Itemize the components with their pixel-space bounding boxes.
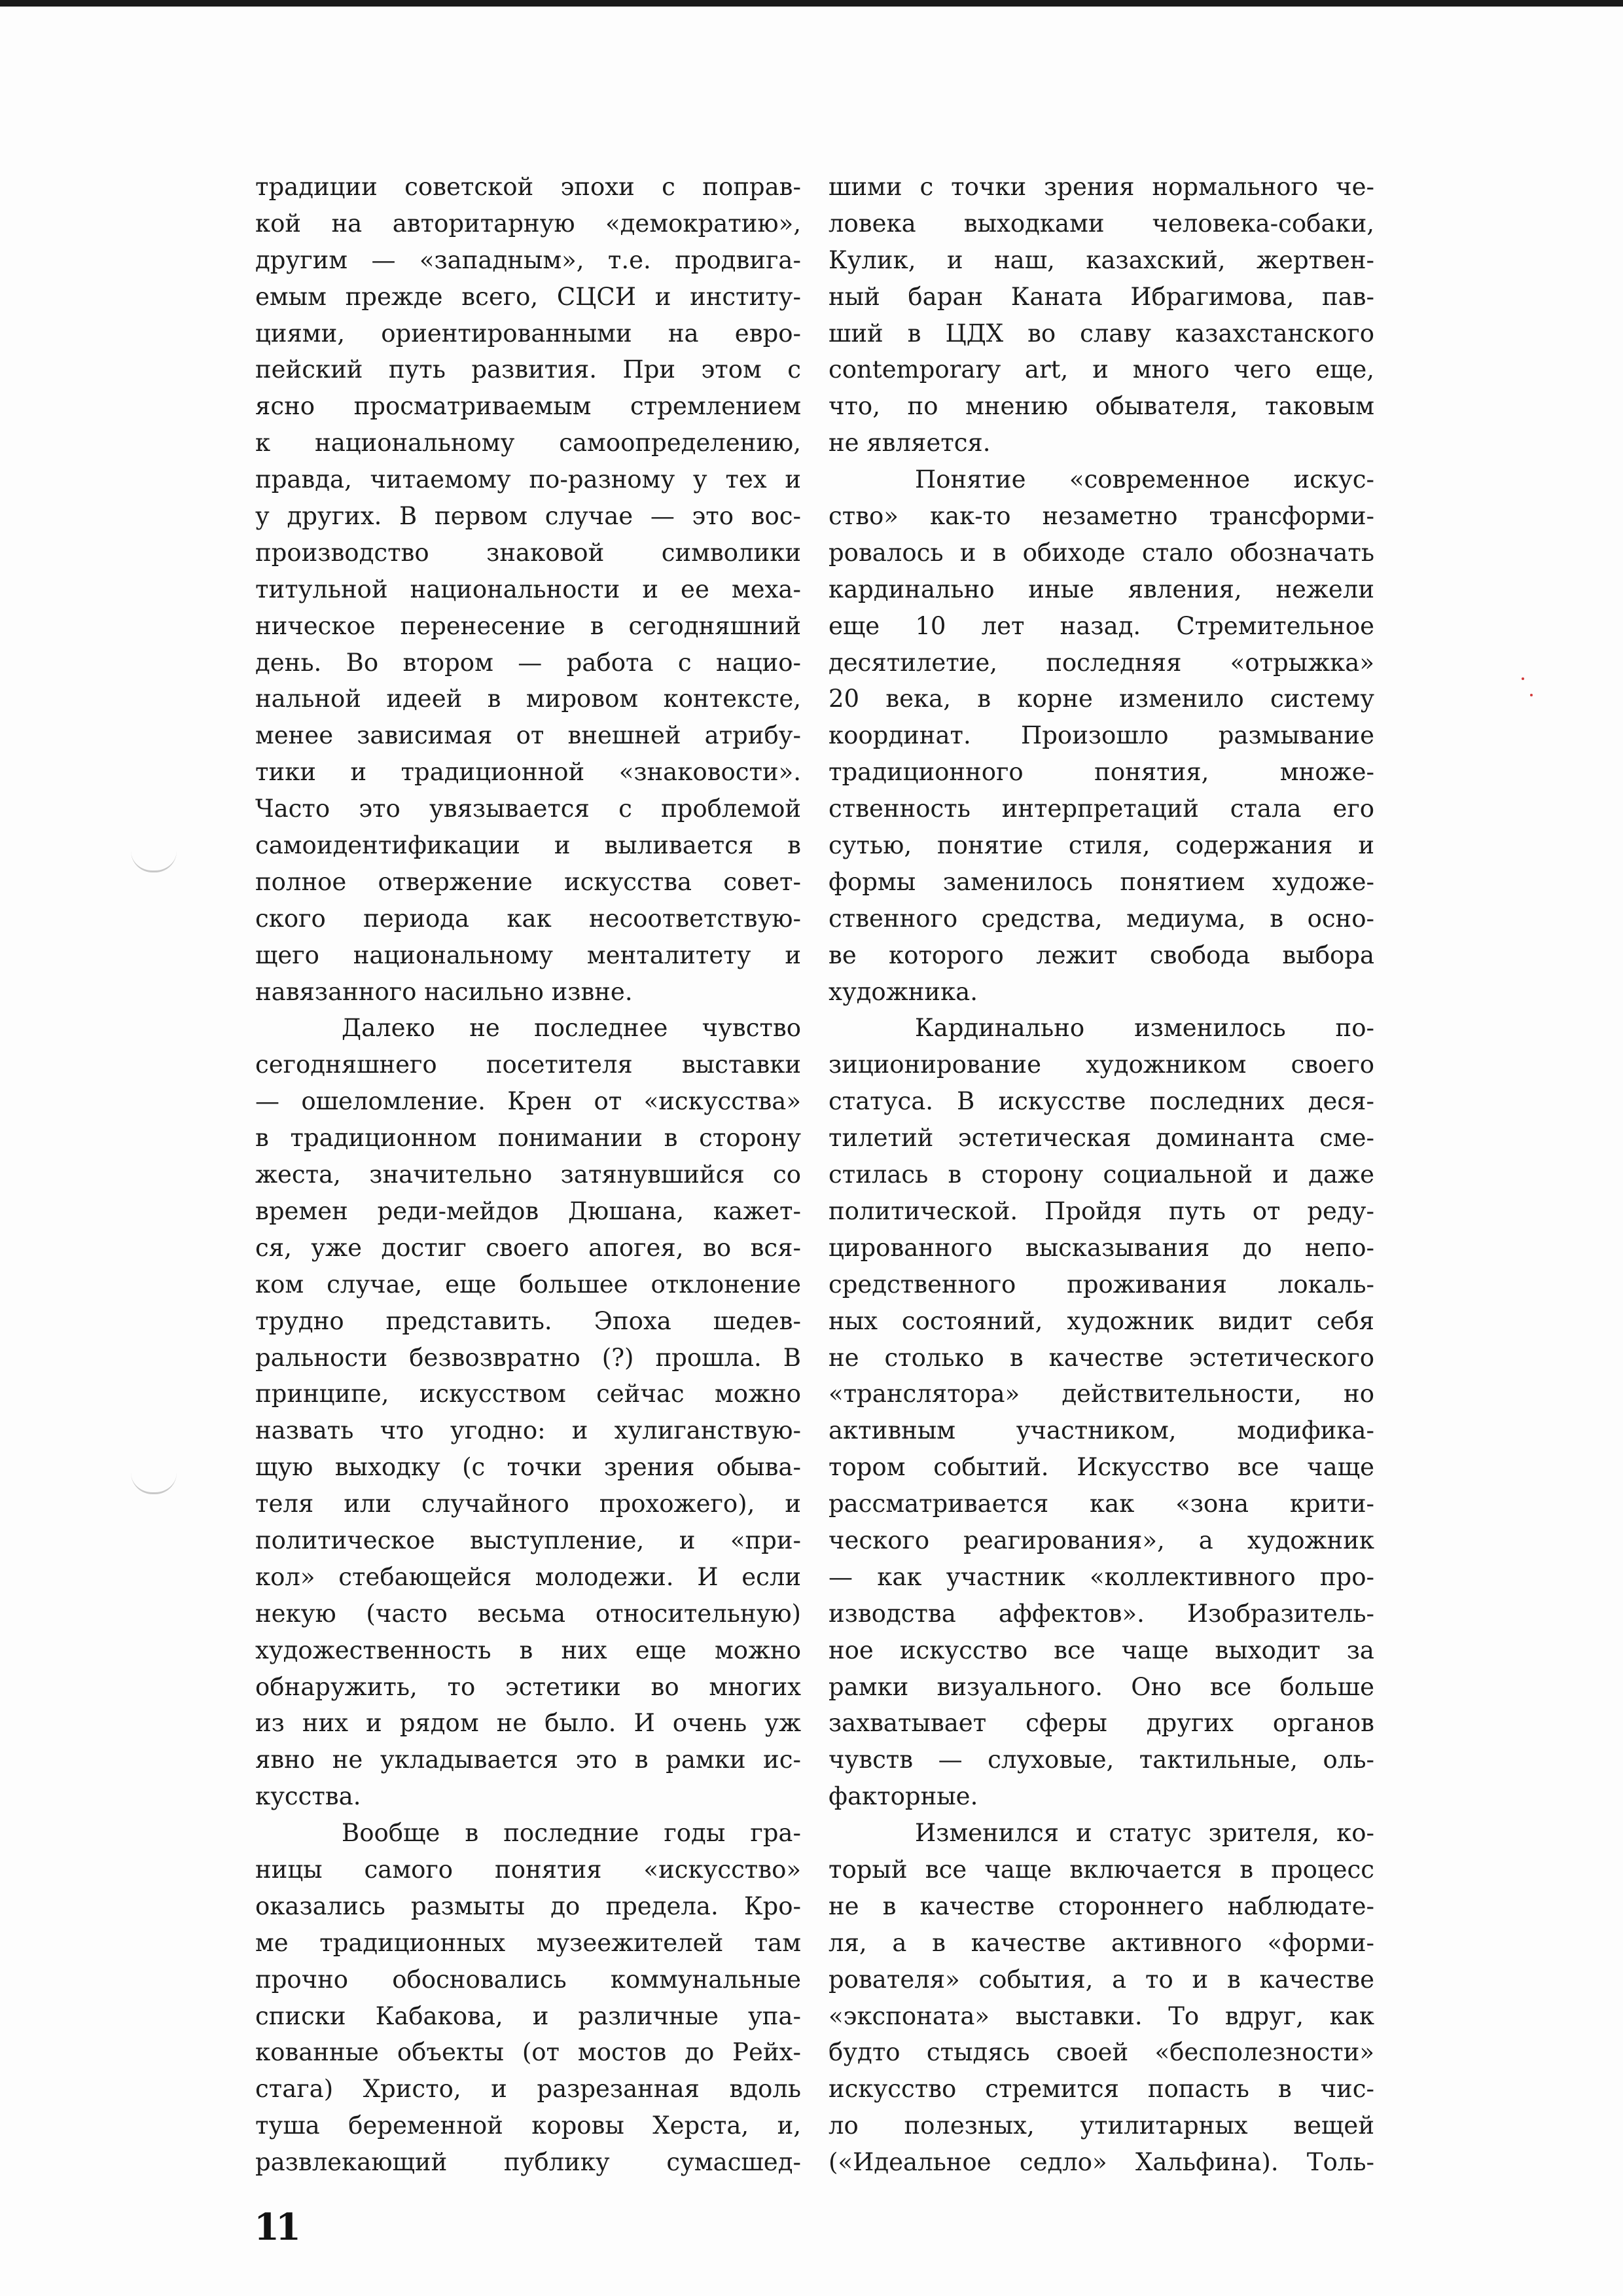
- text-line: торый все чаще включается в процесс: [829, 1855, 1374, 1884]
- text-line: рассматривается как «зона крити-: [829, 1490, 1374, 1518]
- text-line: ное искусство все чаще выходит за: [829, 1636, 1374, 1664]
- text-line: («Идеальное седло» Хальфина). Толь-: [829, 2148, 1374, 2177]
- text-line: стага) Христо, и разрезанная вдоль: [255, 2075, 801, 2104]
- text-line: еще 10 лет назад. Стремительное: [829, 611, 1374, 640]
- text-line: искусство стремится попасть в чис-: [829, 2075, 1374, 2104]
- text-line: тилетий эстетическая доминанта сме-: [829, 1124, 1374, 1153]
- text-line: прочно обосновались коммунальные: [255, 1965, 801, 1994]
- text-line: ственность интерпретаций стала его: [829, 795, 1374, 823]
- scan-speck: [1522, 677, 1524, 680]
- text-line: ве которого лежит свобода выбора: [829, 941, 1374, 969]
- text-line: Изменился и статус зрителя, ко-: [915, 1819, 1374, 1848]
- text-line: тором событий. Искусство все чаще: [829, 1453, 1374, 1482]
- text-line: стилась в сторону социальной и даже: [829, 1160, 1374, 1189]
- text-line: сегодняшнего посетителя выставки: [255, 1050, 801, 1079]
- text-line: день. Во втором — работа с нацио-: [255, 648, 801, 677]
- text-line: средственного проживания локаль-: [829, 1270, 1374, 1299]
- text-line: оказались размыты до предела. Кро-: [255, 1892, 801, 1920]
- text-line: рамки визуального. Оно все больше: [829, 1672, 1374, 1701]
- scan-top-edge: [0, 0, 1623, 7]
- text-line: координат. Произошло размывание: [829, 721, 1374, 750]
- text-line: ных состояний, художник видит себя: [829, 1306, 1374, 1335]
- text-line: десятилетие, последняя «отрыжка»: [829, 648, 1374, 677]
- text-line: ший в ЦДХ во славу казахстанского: [829, 319, 1374, 348]
- text-line: политической. Пройдя путь от реду-: [829, 1196, 1374, 1225]
- scan-speck: [1530, 694, 1533, 696]
- text-line: ского периода как несоответствую-: [255, 904, 801, 933]
- text-column-right: [829, 169, 1374, 2181]
- text-line: Часто это увязывается с проблемой: [255, 795, 801, 823]
- text-line: изводства аффектов». Изобразитель-: [829, 1599, 1374, 1628]
- text-line: не в качестве стороннего наблюдате-: [829, 1892, 1374, 1920]
- text-line: Кулик, и наш, казахский, жертвен-: [829, 245, 1374, 274]
- text-line: из них и рядом не было. И очень уж: [255, 1709, 801, 1738]
- text-line: ровалось и в обиходе стало обозначать: [829, 538, 1374, 567]
- text-line: будто стыдясь своей «бесполезности»: [829, 2038, 1374, 2067]
- text-line: политическое выступление, и «при-: [255, 1526, 801, 1554]
- text-line: факторные.: [829, 1782, 978, 1811]
- text-line: кованные объекты (от мостов до Рейх-: [255, 2038, 801, 2067]
- text-line: ство» как-то незаметно трансформи-: [829, 502, 1374, 531]
- text-line: традиции советской эпохи с поправ-: [255, 173, 801, 201]
- text-line: contemporary art, и много чего еще,: [829, 355, 1374, 384]
- text-line: другим — «западным», т.е. продвига-: [255, 245, 801, 274]
- text-line: ницы самого понятия «искусство»: [255, 1855, 801, 1884]
- text-line: навязанного насильно извне.: [255, 977, 633, 1006]
- text-line: чувств — слуховые, тактильные, оль-: [829, 1746, 1374, 1774]
- text-line: времен реди-мейдов Дюшана, кажет-: [255, 1196, 801, 1225]
- text-line: правда, читаемому по-разному у тех и: [255, 465, 801, 494]
- text-line: к национальному самоопределению,: [255, 429, 801, 457]
- text-line: захватывает сферы других органов: [829, 1709, 1374, 1738]
- text-line: активным участником, модифика-: [829, 1416, 1374, 1445]
- text-line: не является.: [829, 429, 991, 457]
- text-line: емым прежде всего, СЦСИ и институ-: [255, 282, 801, 311]
- text-line: трудно представить. Эпоха шедев-: [255, 1306, 801, 1335]
- text-line: явно не укладывается это в рамки ис-: [255, 1746, 801, 1774]
- text-line: 20 века, в корне изменило систему: [829, 685, 1374, 713]
- text-line: «транслятора» действительности, но: [829, 1380, 1374, 1408]
- text-line: цированного высказывания до непо-: [829, 1233, 1374, 1262]
- text-line: некую (часто весьма относительную): [255, 1599, 801, 1628]
- text-line: жеста, значительно затянувшийся со: [255, 1160, 801, 1189]
- text-line: в традиционном понимании в сторону: [255, 1124, 801, 1153]
- text-line: ля, а в качестве активного «форми-: [829, 1928, 1374, 1957]
- text-line: что, по мнению обывателя, таковым: [829, 392, 1374, 421]
- text-line: ло полезных, утилитарных вещей: [829, 2111, 1374, 2140]
- text-line: производство знаковой символики: [255, 538, 801, 567]
- text-line: ческого реагирования», а художник: [829, 1526, 1374, 1554]
- text-line: Кардинально изменилось по-: [915, 1014, 1374, 1043]
- text-line: назвать что угодно: и хулиганствую-: [255, 1416, 801, 1445]
- text-line: традиционного понятия, множе-: [829, 758, 1374, 787]
- text-line: Далеко не последнее чувство: [342, 1014, 801, 1043]
- text-line: самоидентификации и выливается в: [255, 831, 801, 860]
- text-line: Понятие «современное искус-: [915, 465, 1374, 494]
- text-line: ническое перенесение в сегодняшний: [255, 611, 801, 640]
- text-line: рователя» события, а то и в качестве: [829, 1965, 1374, 1994]
- text-line: статуса. В искусстве последних деся-: [829, 1087, 1374, 1116]
- text-line: шими с точки зрения нормального че-: [829, 173, 1374, 201]
- punch-hole-mark: [131, 1473, 177, 1494]
- text-line: ный баран Каната Ибрагимова, пав-: [829, 282, 1374, 311]
- text-line: ральности безвозвратно (?) прошла. В: [255, 1343, 801, 1372]
- text-line: — ошеломление. Крен от «искусства»: [255, 1087, 801, 1116]
- text-line: кой на авторитарную «демократию»,: [255, 209, 801, 238]
- text-line: ственного средства, медиума, в осно-: [829, 904, 1374, 933]
- text-line: зиционирование художником своего: [829, 1050, 1374, 1079]
- text-line: менее зависимая от внешней атрибу-: [255, 721, 801, 750]
- text-line: кол» стебающейся молодежи. И если: [255, 1562, 801, 1591]
- text-line: Вообще в последние годы гра-: [342, 1819, 801, 1848]
- text-line: кардинально иные явления, нежели: [829, 575, 1374, 603]
- text-line: тики и традиционной «знаковости».: [255, 758, 801, 787]
- text-line: художника.: [829, 977, 978, 1006]
- text-line: щую выходку (с точки зрения обыва-: [255, 1453, 801, 1482]
- text-line: нальной идеей в мировом контексте,: [255, 685, 801, 713]
- text-line: туша беременной коровы Херста, и,: [255, 2111, 801, 2140]
- text-line: не столько в качестве эстетического: [829, 1343, 1374, 1372]
- text-line: ком случае, еще большее отклонение: [255, 1270, 801, 1299]
- text-line: пейский путь развития. При этом с: [255, 355, 801, 384]
- text-line: теля или случайного прохожего), и: [255, 1490, 801, 1518]
- text-line: ловека выходками человека-собаки,: [829, 209, 1374, 238]
- text-line: принципе, искусством сейчас можно: [255, 1380, 801, 1408]
- text-line: развлекающий публику сумасшед-: [255, 2148, 801, 2177]
- text-line: «экспоната» выставки. То вдруг, как: [829, 2001, 1374, 2030]
- text-line: художественность в них еще можно: [255, 1636, 801, 1664]
- text-line: сутью, понятие стиля, содержания и: [829, 831, 1374, 860]
- text-line: ся, уже достиг своего апогея, во вся-: [255, 1233, 801, 1262]
- text-line: титульной национальности и ее меха-: [255, 575, 801, 603]
- text-line: полное отвержение искусства совет-: [255, 867, 801, 896]
- page-number: 11: [254, 2206, 297, 2249]
- text-line: — как участник «коллективного про-: [829, 1562, 1374, 1591]
- text-line: обнаружить, то эстетики во многих: [255, 1672, 801, 1701]
- text-line: у других. В первом случае — это вос-: [255, 502, 801, 531]
- text-line: формы заменилось понятием художе-: [829, 867, 1374, 896]
- text-line: циями, ориентированными на евро-: [255, 319, 801, 348]
- text-line: щего национальному менталитету и: [255, 941, 801, 969]
- text-column-left: [255, 169, 801, 2181]
- text-line: кусства.: [255, 1782, 361, 1811]
- punch-hole-mark: [131, 851, 177, 872]
- text-line: списки Кабакова, и различные упа-: [255, 2001, 801, 2030]
- text-line: ме традиционных музеежителей там: [255, 1928, 801, 1957]
- text-line: ясно просматриваемым стремлением: [255, 392, 801, 421]
